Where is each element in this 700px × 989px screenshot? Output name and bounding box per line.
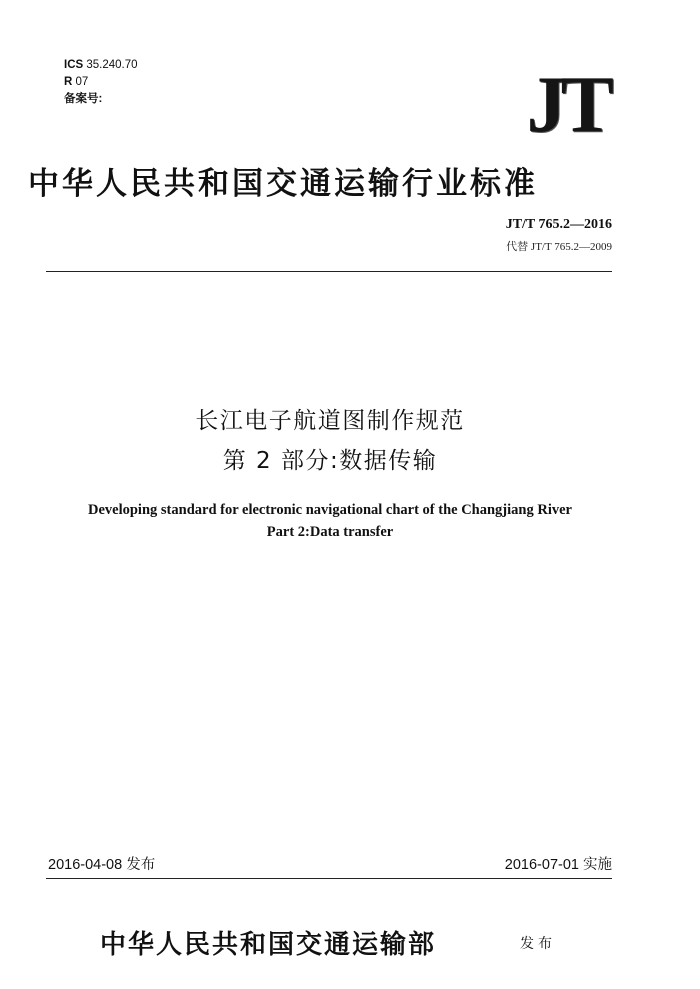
issue-date: 2016-04-08 发布 xyxy=(48,857,156,873)
standard-number: JT/T 765.2—2016 xyxy=(505,217,612,232)
record-label: 备案号: xyxy=(64,93,103,105)
title-cn-line1: 长江电子航道图制作规范 xyxy=(195,408,465,434)
header-divider xyxy=(46,271,612,272)
replaces-standard: 代替 JT/T 765.2—2009 xyxy=(506,241,612,253)
effective-date: 2016-07-01 实施 xyxy=(504,857,612,873)
ics-code xyxy=(64,57,138,73)
footer-divider xyxy=(46,878,612,879)
jt-logo: JT xyxy=(526,61,608,149)
publish-action: 发布 xyxy=(520,936,556,952)
org-title: 中华人民共和国交通运输行业标准 xyxy=(28,166,538,202)
title-en-line2: Part 2:Data transfer xyxy=(266,524,394,540)
ics-label: ICS xyxy=(64,59,84,71)
title-cn-line2: 第 2 部分:数据传输 xyxy=(222,448,438,474)
record-number xyxy=(64,91,102,107)
ics-value: 35.240.70 xyxy=(86,59,138,71)
publisher: 中华人民共和国交通运输部 xyxy=(100,930,437,960)
title-en-line1: Developing standard for electronic navigational chart of the Changjiang River xyxy=(88,502,572,518)
ccs-value: 07 xyxy=(75,76,89,88)
ccs-label: R xyxy=(64,76,73,88)
ccs-code xyxy=(64,74,88,90)
